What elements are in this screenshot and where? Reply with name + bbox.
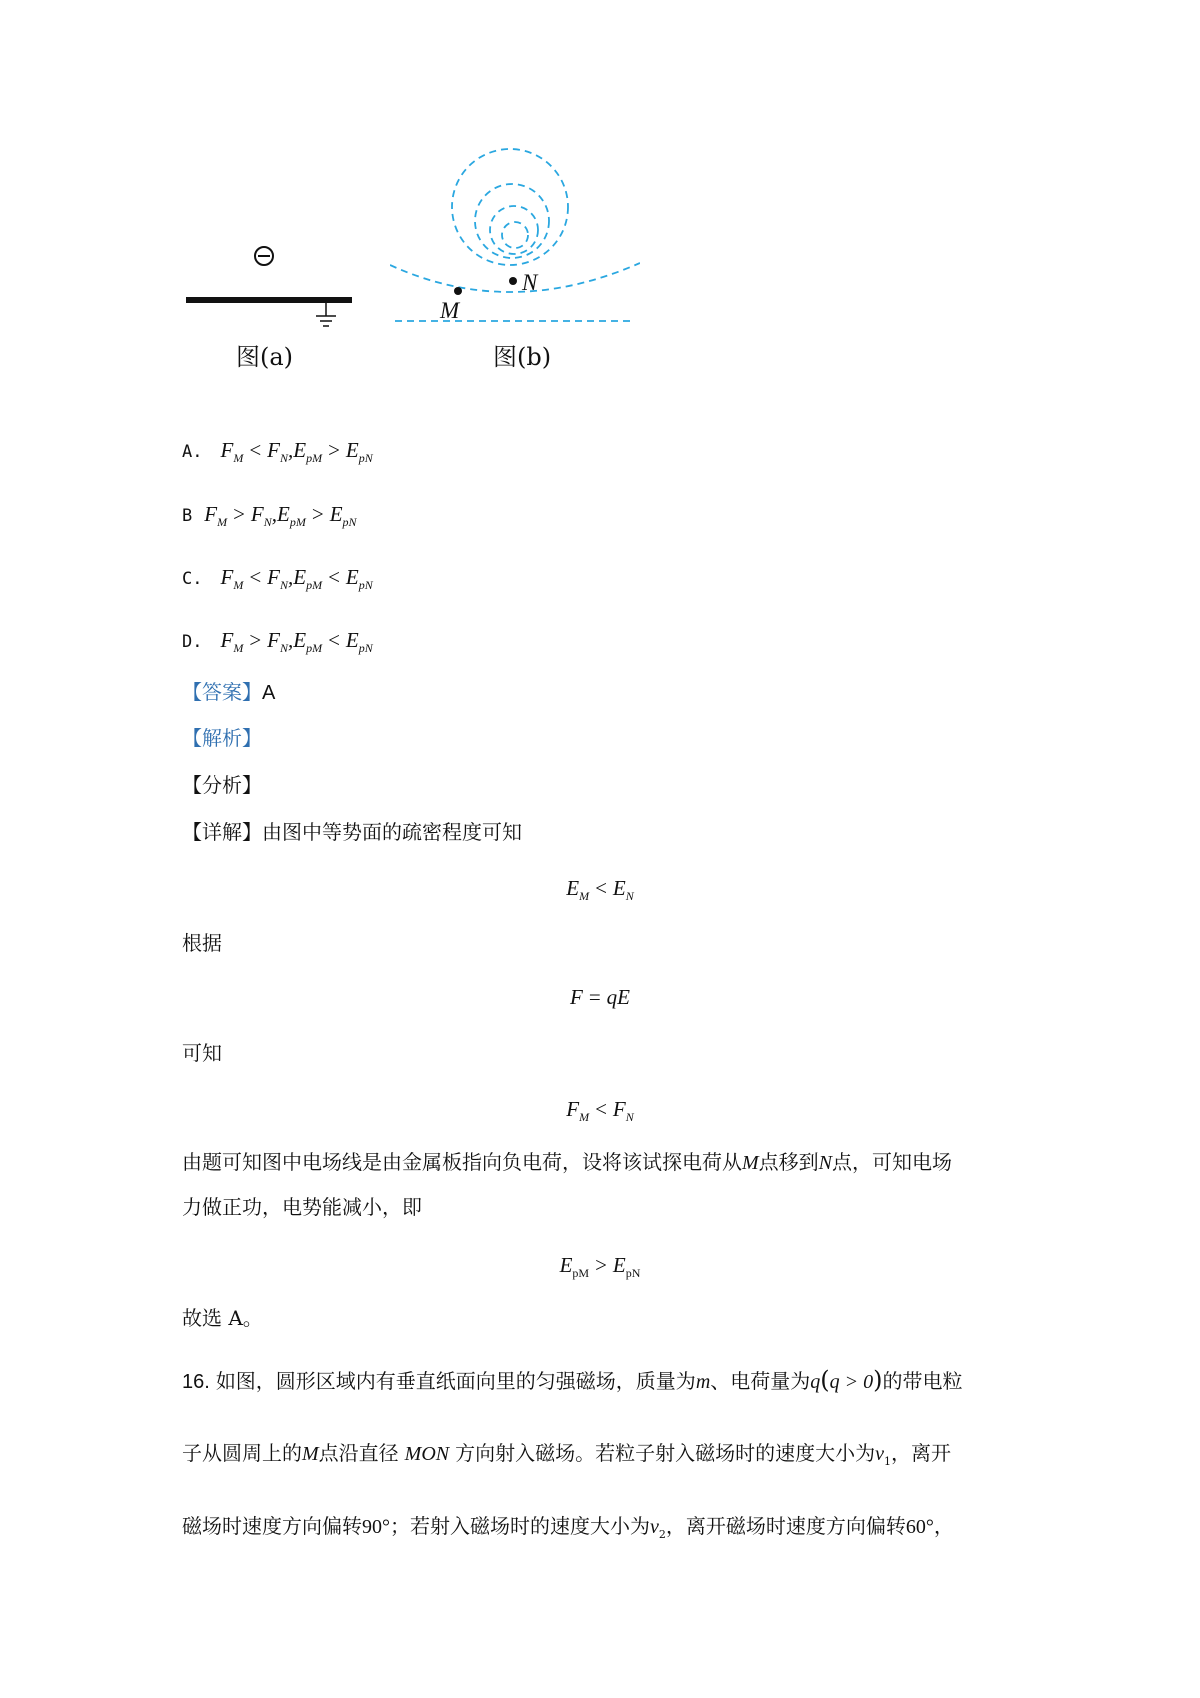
analysis-tag: 【解析】	[182, 726, 262, 750]
option-formula: $F_M < F_N,E_{pM} > E_{pN}$	[220, 438, 373, 466]
point-n-label: N	[522, 270, 538, 295]
equipotential-lines	[390, 149, 640, 321]
detail-text: 由图中等势面的疏密程度可知	[262, 820, 522, 844]
option-label: B	[182, 506, 193, 526]
detail-line	[182, 822, 522, 842]
fenxi-tag: 【分析】	[182, 773, 262, 797]
figure-a-caption: 图(a)	[236, 343, 294, 371]
figure-b-caption: 图(b)	[493, 343, 552, 371]
equation-fm-fn: $F_M < F_N$	[566, 1097, 634, 1125]
question-16-line-1: 16. 如图，圆形区域内有垂直纸面向里的匀强磁场，质量为m、电荷量为q(q > 0)的带电粒	[182, 1366, 963, 1394]
explanation-line-2: 力做正功，电势能减小，即	[182, 1195, 422, 1219]
option-label: D.	[182, 632, 203, 652]
equation-f-qe: F = qE	[570, 985, 630, 1009]
kezhi-text: 可知	[182, 1041, 222, 1065]
question-16-line-2: 子从圆周上的M点沿直径 MON 方向射入磁场。若粒子射入磁场时的速度大小为$v_1$，离开	[182, 1441, 952, 1468]
equation-epm-epn: $E_{pM} > E_{pN}$	[559, 1253, 641, 1281]
answer-tag: 【答案】	[182, 680, 262, 704]
conclusion-text: 故选 A。	[182, 1306, 263, 1330]
explanation-line-1: 由题可知图中电场线是由金属板指向负电荷，设将该试探电荷从M点移到N点，可知电场	[182, 1150, 953, 1174]
point-m-dot	[454, 287, 462, 295]
option-a	[182, 438, 373, 466]
option-c	[182, 565, 373, 593]
figure-b	[390, 145, 640, 335]
equation-em-en: $E_M < E_N$	[566, 876, 634, 904]
genju-text: 根据	[182, 931, 222, 955]
answer-line	[182, 682, 275, 703]
detail-tag: 【详解】	[182, 820, 262, 844]
point-n-dot	[509, 277, 517, 285]
option-formula: $F_M > F_N,E_{pM} > E_{pN}$	[204, 502, 357, 530]
question-16-line-3: 磁场时速度方向偏转90°；若射入磁场时的速度大小为$v_2$，离开磁场时速度方向偏转60°，	[182, 1514, 954, 1541]
option-label: A.	[182, 442, 203, 462]
answer-value: A	[262, 682, 276, 704]
point-m-label: M	[440, 298, 460, 323]
ground-icon	[316, 303, 336, 326]
option-d	[182, 628, 373, 656]
option-formula: $F_M < F_N,E_{pM} < E_{pN}$	[220, 565, 373, 593]
figure-b-drawing	[390, 145, 640, 335]
option-label: C.	[182, 569, 203, 589]
option-formula: $F_M > F_N,E_{pM} < E_{pN}$	[220, 628, 373, 656]
option-b	[182, 502, 357, 530]
